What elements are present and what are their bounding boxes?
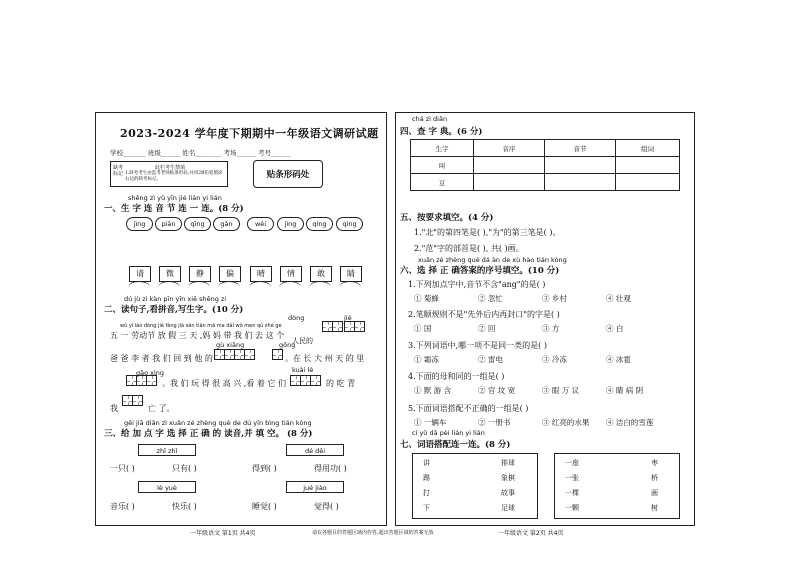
option[interactable]: ④ 冰雹	[606, 355, 631, 364]
pinyin-choice-box[interactable]: jué jiào	[286, 481, 344, 493]
writing-grid[interactable]	[122, 395, 142, 406]
match-item[interactable]: 故事	[501, 489, 515, 497]
leaf-decor	[188, 281, 210, 294]
pinyin-choice-box[interactable]: dé děi	[286, 444, 344, 456]
q2-line2-end: 。在 长 大 州 天 的 里	[285, 354, 365, 363]
table-header: 生字	[411, 140, 474, 157]
student-info-row: 学校_______ 班级______ 姓名________ 考场______ 考号______	[110, 149, 291, 157]
barcode-area: 贴条形码处	[253, 160, 323, 188]
q6-stem: 1.下列加点字中,音节不含"ang"的是( )	[408, 280, 546, 289]
option[interactable]: ④ 睛 病 阴	[606, 386, 644, 395]
exam-no-label: 考号	[258, 149, 272, 157]
answer-cell[interactable]	[474, 174, 545, 191]
exam-title: 2023-2024 学年度下期期中一年级语文调研试题	[120, 127, 379, 140]
option[interactable]: ① 一辆车	[414, 418, 447, 427]
exam-page-right	[395, 112, 695, 526]
option[interactable]: ② 雷电	[478, 355, 503, 364]
pinyin-choice-box[interactable]: lè yuè	[138, 481, 196, 493]
syllable-pill[interactable]: gǎn	[213, 217, 240, 231]
option[interactable]: ① 菊蜂	[414, 294, 439, 303]
leaf-decor	[279, 281, 301, 294]
footer-left: 一年级语文 第1页 共4页	[190, 530, 256, 537]
pinyin-dong: dòng	[288, 314, 305, 322]
q2-line1-pinyin: wǔ yī láo dòng jié fàng jià sān tiān mā ma dài wǒ men qù zhè ge	[120, 323, 282, 329]
syllable-pill[interactable]: piān	[155, 217, 182, 231]
q3-title: 三、给 加 点 字 选 择 正 确 的 读音,并 填 空。 (8 分)	[104, 429, 313, 439]
option[interactable]: ② 一册书	[478, 418, 511, 427]
match-item[interactable]: 一颗	[565, 504, 579, 512]
match-item[interactable]: 一棵	[565, 489, 579, 497]
syllable-pill[interactable]: jìng	[126, 217, 153, 231]
syllable-pill[interactable]: wèi	[247, 217, 274, 231]
leaf-decor	[339, 281, 361, 294]
writing-grid[interactable]	[344, 321, 364, 332]
pinyin-kuai-le: kuài lè	[292, 366, 314, 374]
match-item[interactable]: 足球	[501, 504, 515, 512]
absent-mark-label: 缺考标记	[113, 165, 124, 177]
footer-note: 请在各题目的答题区域内作答,超出答题区域的答案无效	[312, 530, 434, 536]
match-item[interactable]: 象棋	[501, 474, 515, 482]
answer-cell[interactable]	[545, 157, 616, 174]
leaf-decor	[249, 281, 271, 294]
option[interactable]: ③ 冷冻	[542, 355, 567, 364]
option[interactable]: ④ 壮观	[606, 294, 631, 303]
q3-word[interactable]: 一只( )	[110, 464, 135, 473]
character-flower[interactable]: 睛	[340, 266, 362, 282]
q3-word[interactable]: 得到( )	[252, 464, 277, 473]
pinyin-choice-box[interactable]: zhī zhǐ	[138, 444, 196, 456]
answer-cell[interactable]	[545, 174, 616, 191]
q5-title: 五、按要求填空。(4 分)	[400, 213, 494, 223]
character-flower[interactable]: 情	[280, 266, 302, 282]
syllable-pill[interactable]: jìng	[277, 217, 304, 231]
table-header: 音节	[545, 140, 616, 157]
q4-pinyin: chá zì diǎn	[412, 115, 448, 123]
q6-stem: 5.下面词语搭配不正确的一组是( )	[408, 404, 529, 413]
writing-grid[interactable]	[214, 349, 254, 360]
match-item[interactable]: 下	[423, 504, 430, 512]
q3-word[interactable]: 只有( )	[172, 464, 197, 473]
q2-line2: 爸 爸 李 者 我 们 回 到 他 的	[110, 354, 213, 363]
match-item[interactable]: 树	[651, 504, 658, 512]
option[interactable]: ③ 方	[542, 324, 560, 333]
writing-grid[interactable]	[272, 349, 282, 360]
notice-box	[110, 161, 228, 187]
option[interactable]: ① 霜冻	[414, 355, 439, 364]
character-flower[interactable]: 敢	[310, 266, 332, 282]
school-label: 学校	[110, 149, 123, 157]
character-flower[interactable]: 偏	[219, 266, 241, 282]
q2-line1-end: 人民的	[292, 337, 313, 345]
writing-grid[interactable]	[322, 321, 342, 332]
option[interactable]: ④ 洁白的雪莲	[606, 418, 654, 427]
q3-word[interactable]: 快乐( )	[172, 502, 197, 511]
leaf-decor	[309, 281, 331, 294]
q7-pinyin: cí yǔ dā pèi lián yi lián	[412, 429, 485, 437]
writing-grid[interactable]	[126, 375, 156, 386]
table-cell: 叫	[411, 157, 474, 174]
syllable-pill[interactable]: qíng	[336, 217, 363, 231]
match-item[interactable]: 踢	[423, 474, 430, 482]
q6-pinyin: xuǎn zé zhèng què dá àn de xù hào tián kòng	[418, 256, 567, 264]
writing-grid[interactable]	[290, 375, 320, 386]
name-label: 姓名	[182, 149, 196, 157]
option[interactable]: ③ 眼 万 议	[542, 386, 580, 395]
match-item[interactable]: 讲	[423, 459, 430, 467]
class-label: 班级	[147, 149, 161, 157]
match-item[interactable]: 枣	[651, 459, 658, 467]
option[interactable]: ③ 红亮的水果	[542, 418, 590, 427]
q3-word[interactable]: 得用功( )	[314, 464, 347, 473]
q5-line1[interactable]: 1."北"的第四笔是( ),"为"的第三笔是( )。	[414, 228, 561, 237]
footer-right: 一年级语文 第2页 共4页	[498, 530, 564, 537]
q6-title: 六、选 择 正 确答案的序号填空。(10 分)	[400, 266, 560, 276]
q6-stem: 2.笔顺规则不是"先外后内再封口"的字是( )	[408, 310, 560, 319]
pinyin-gu-xiang: gù xiāng	[216, 341, 245, 349]
q2-line4: 我	[110, 404, 118, 413]
match-item[interactable]: 排球	[501, 459, 515, 467]
q6-stem: 4.下面的母和同的一组是( )	[408, 372, 505, 381]
syllable-pill[interactable]: qíng	[306, 217, 333, 231]
match-item[interactable]: 画	[651, 489, 658, 497]
table-cell: 豆	[411, 174, 474, 191]
table-header: 音序	[474, 140, 545, 157]
syllable-pill[interactable]: qīng	[184, 217, 211, 231]
option[interactable]: ① 默 游 含	[414, 386, 452, 395]
answer-cell[interactable]	[474, 157, 545, 174]
q2-line3: 。我 们 玩 得 很 高 兴 ,看 着 它 们	[162, 379, 286, 388]
notice-body: 1.缺考考生由监考老师贴条形码,并用2B铅笔填涂右边的缺考标记。	[125, 171, 223, 182]
character-flower[interactable]: 静	[189, 266, 211, 282]
answer-cell[interactable]	[616, 174, 680, 191]
option[interactable]: ③ 乡村	[542, 294, 567, 303]
q4-title: 四、查 字 典。(6 分)	[400, 127, 483, 137]
dictionary-table	[410, 139, 680, 191]
option[interactable]: ② 官 坟 宽	[478, 386, 516, 395]
exam-page-left	[95, 112, 387, 526]
match-item[interactable]: 一张	[565, 474, 579, 482]
table-header: 组词	[616, 140, 680, 157]
q3-pinyin: gěi jiā diǎn zì xuǎn zé zhèng què de dú yīn bìng tián kòng	[124, 419, 312, 427]
q2-line1: 五 一 劳动节 放 假 三 天 ,妈 妈 带 我 们 去 这 个	[110, 331, 285, 340]
character-flower[interactable]: 晴	[250, 266, 272, 282]
pinyin-jie: jié	[344, 314, 352, 322]
q2-title: 二、读句子,看拼音,写生字。(10 分)	[104, 305, 244, 315]
option[interactable]: ② 回	[478, 324, 496, 333]
notice-title: 此栏考生禁填	[155, 165, 186, 171]
q2-line3-end: 的 吃 青	[326, 379, 356, 388]
answer-cell[interactable]	[616, 157, 680, 174]
match-item[interactable]: 桥	[651, 474, 658, 482]
q1-pinyin: shēng zì yǔ yīn jié lián yi lián	[128, 194, 222, 202]
q1-title: 一、生 字 连 音 节 连 一 连。(8 分)	[104, 204, 244, 214]
q5-line2[interactable]: 2."范"字的部首是( ), 共( )画。	[414, 244, 524, 253]
pinyin-gong: gōng	[279, 341, 296, 349]
q2-line4-end: 亡 了。	[148, 404, 175, 413]
q3-word[interactable]: 觉得( )	[314, 502, 339, 511]
option[interactable]: ④ 白	[606, 324, 624, 333]
character-flower[interactable]: 请	[129, 266, 151, 282]
q3-word[interactable]: 音乐( )	[110, 502, 135, 511]
exam-room-label: 考场	[223, 149, 237, 157]
match-box-left	[412, 453, 538, 519]
match-box-right	[554, 453, 680, 519]
q7-title: 七、词语搭配连一连。(8 分)	[400, 440, 511, 450]
pinyin-gao-xing: gāo xìng	[136, 369, 165, 377]
q3-word[interactable]: 睡觉( )	[252, 502, 277, 511]
leaf-decor	[218, 281, 240, 294]
character-flower[interactable]: 微	[159, 266, 181, 282]
q2-pinyin: dú jù zi kàn pīn yīn xiě shēng zi	[124, 295, 227, 303]
option[interactable]: ② 忽忙	[478, 294, 503, 303]
match-item[interactable]: 打	[423, 489, 430, 497]
option[interactable]: ① 国	[414, 324, 432, 333]
match-item[interactable]: 一座	[565, 459, 579, 467]
q6-stem: 3.下列词语中,哪一项不是同一类的是( )	[408, 341, 547, 350]
leaf-decor	[158, 281, 180, 294]
leaf-decor	[128, 281, 150, 294]
